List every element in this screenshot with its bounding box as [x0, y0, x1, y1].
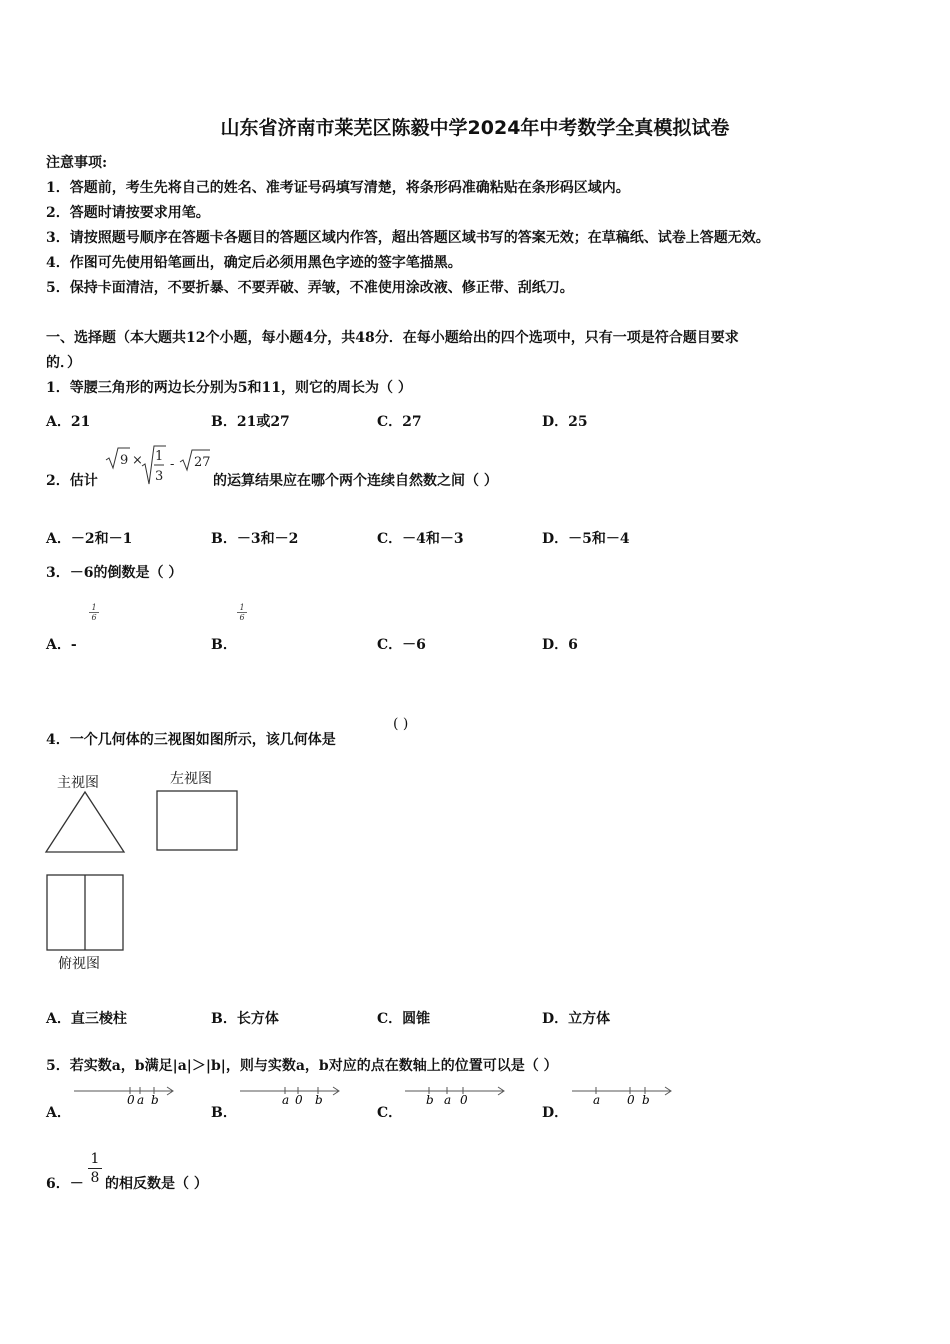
question-2-prefix: 2．估计: [46, 473, 98, 489]
note-item-4: 4．作图可先使用铅笔画出，确定后必须用黑色字迹的签字笔描黑。: [46, 255, 462, 271]
q2-option-d: D．－5和－4: [542, 531, 630, 547]
question-2-suffix: 的运算结果应在哪个两个连续自然数之间（ ）: [213, 473, 498, 489]
q1-option-a: A．21: [46, 414, 91, 430]
q5-number-line-d: [570, 1082, 676, 1108]
q3-option-a-fraction: [89, 603, 99, 622]
q5-option-d: D．: [542, 1105, 569, 1121]
q1-option-c: C．27: [377, 414, 422, 430]
note-item-2: 2．答题时请按要求用笔。: [46, 205, 210, 221]
q2-option-c: C．－4和－3: [377, 531, 464, 547]
q2-minus-symbol: -: [170, 457, 175, 472]
top-view-rectangle: [46, 874, 126, 952]
q5-a-label-1: 0: [127, 1093, 135, 1107]
q3-a-frac-num: 1: [91, 603, 97, 612]
q5-option-a: A．: [46, 1105, 71, 1121]
q6-fraction: [88, 1150, 102, 1187]
q2-sqrt9-value: 9: [120, 453, 129, 468]
q5-b-label-1: a: [282, 1093, 290, 1107]
q5-c-label-3: 0: [460, 1093, 468, 1107]
note-item-3: 3．请按照题号顺序在答题卡各题目的答题区域内作答，超出答题区域书写的答案无效；在草稿纸、试卷上答题无效。: [46, 230, 770, 246]
q5-option-b: B．: [211, 1105, 237, 1121]
q2-frac-num: 1: [155, 449, 164, 464]
question-6-prefix: 6．－: [46, 1176, 84, 1192]
q5-b-label-3: b: [315, 1093, 323, 1107]
q3-option-d: D．6: [542, 637, 578, 653]
question-3-stem: 3．－6的倒数是（ ）: [46, 565, 183, 581]
front-view-triangle: [44, 790, 126, 854]
q4-option-a: A．直三棱柱: [46, 1011, 127, 1027]
question-4-stem: 4．一个几何体的三视图如图所示，该几何体是: [46, 732, 336, 748]
q3-option-c: C．－6: [377, 637, 426, 653]
question-1-stem: 1．等腰三角形的两边长分别为5和11，则它的周长为（ ）: [46, 380, 412, 396]
note-item-1: 1．答题前，考生先将自己的姓名、准考证号码填写清楚，将条形码准确粘贴在条形码区域内。: [46, 180, 630, 196]
q2-option-b: B．－3和－2: [211, 531, 299, 547]
page-title: 山东省济南市莱芜区陈毅中学2024年中考数学全真模拟试卷: [220, 117, 730, 139]
q3-a-frac-den: 6: [89, 612, 99, 622]
q4-option-d: D．立方体: [542, 1011, 611, 1027]
q3-b-frac-num: 1: [239, 603, 245, 612]
q2-option-a: A．－2和－1: [46, 531, 133, 547]
q3-option-a: A．-: [46, 637, 77, 653]
q5-a-label-3: b: [151, 1093, 159, 1107]
q4-answer-paren: ( ): [393, 716, 409, 732]
front-view-label: 主视图: [57, 775, 99, 791]
q5-number-line-b: [238, 1082, 344, 1108]
q2-sqrt27-value: 27: [194, 455, 211, 470]
question-5-stem: 5．若实数a，b满足|a|＞|b|，则与实数a，b对应的点在数轴上的位置可以是（ ）: [46, 1058, 558, 1074]
question-6-suffix: 的相反数是（ ）: [105, 1176, 208, 1192]
q5-d-label-1: a: [593, 1093, 601, 1107]
q4-option-b: B．长方体: [211, 1011, 279, 1027]
q5-d-label-3: b: [642, 1093, 650, 1107]
q5-number-line-c: [403, 1082, 509, 1108]
q3-option-b-fraction: [237, 603, 247, 622]
q5-b-label-2: 0: [295, 1093, 303, 1107]
q2-frac-den: 3: [155, 469, 164, 484]
q5-c-label-2: a: [444, 1093, 452, 1107]
left-view-label: 左视图: [170, 771, 212, 787]
section-heading-cont: 的．）: [46, 355, 81, 371]
q5-number-line-a: [72, 1082, 178, 1108]
q5-option-c: C．: [377, 1105, 403, 1121]
note-item-5: 5．保持卡面清洁，不要折暴、不要弄破、弄皱，不准使用涂改液、修正带、刮纸刀。: [46, 280, 574, 296]
q1-option-d: D．25: [542, 414, 588, 430]
q2-expression: [104, 444, 212, 490]
q5-a-label-2: a: [137, 1093, 145, 1107]
section-heading: 一、选择题（本大题共12个小题，每小题4分，共48分．在每小题给出的四个选项中，只有一项是符合题目要求: [46, 330, 739, 346]
q4-option-c: C．圆锥: [377, 1011, 431, 1027]
q5-c-label-1: b: [426, 1093, 434, 1107]
left-view-rectangle: [156, 790, 240, 852]
q1-option-b: B．21或27: [211, 414, 290, 430]
q2-times-symbol: ×: [132, 453, 143, 468]
notes-heading: 注意事项:: [46, 155, 108, 171]
q5-d-label-2: 0: [627, 1093, 635, 1107]
q6-frac-den: 8: [88, 1168, 102, 1187]
q3-option-b: B．: [211, 637, 237, 653]
q6-frac-num: 1: [90, 1151, 100, 1167]
top-view-label: 俯视图: [58, 956, 100, 972]
q3-b-frac-den: 6: [237, 612, 247, 622]
